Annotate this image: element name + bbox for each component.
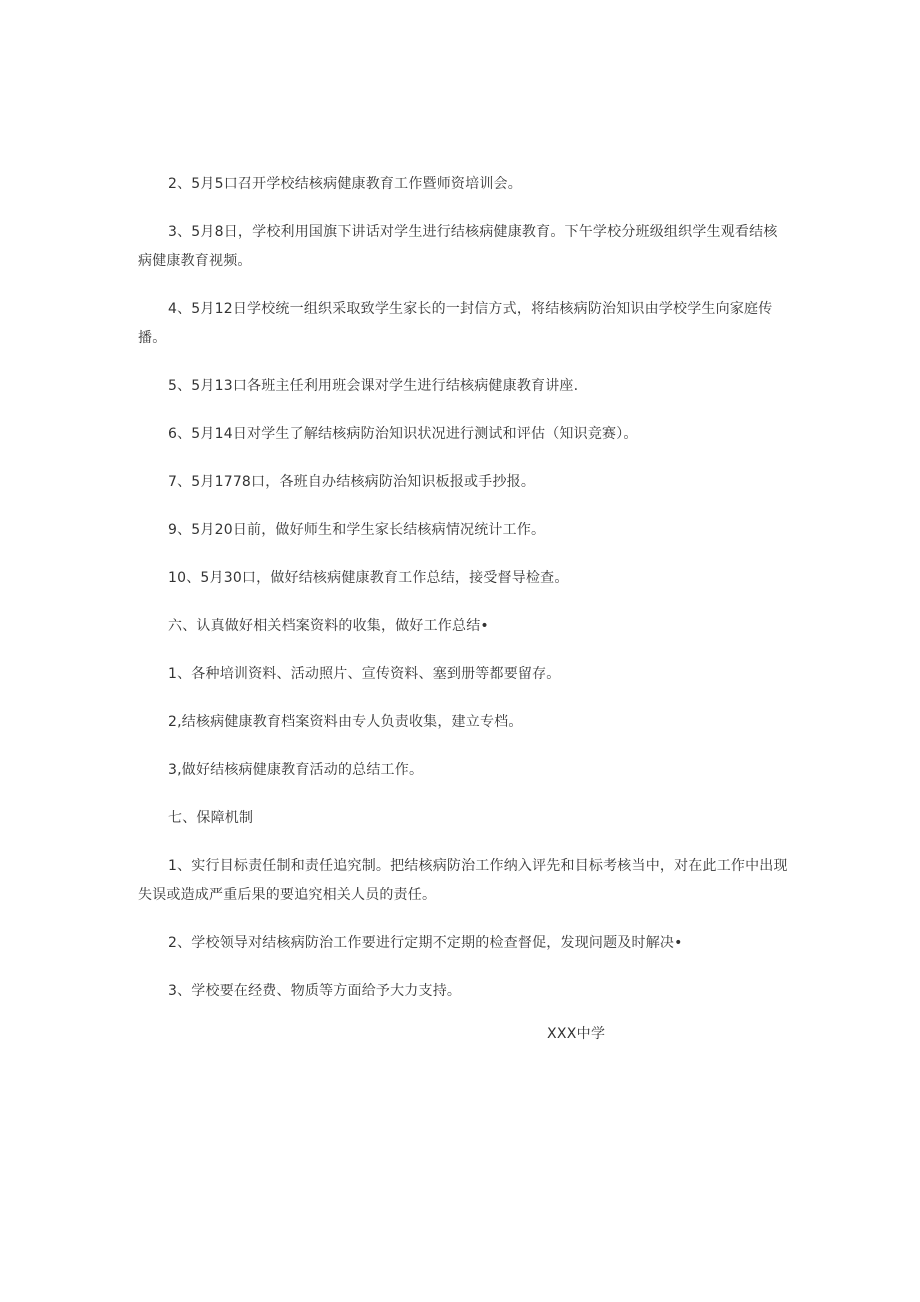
paragraph-item-6: 6、5月14日对学生了解结核病防治知识状况进行测试和评估（知识竞赛）。	[168, 426, 638, 442]
guarantee-item-3: 3、学校要在经费、物质等方面给予大力支持。	[168, 983, 462, 999]
archive-item-1: 1、各种培训资料、活动照片、宣传资料、塞到册等都要留存。	[168, 666, 561, 682]
paragraph-item-9: 9、5月20日前，做好师生和学生家长结核病情况统计工作。	[168, 522, 546, 538]
document-body	[138, 170, 788, 1025]
section-heading-six: 六、认真做好相关档案资料的收集，做好工作总结•	[168, 618, 489, 634]
paragraph-item-5: 5、5月13口各班主任利用班会课对学生进行结核病健康教育讲座.	[168, 378, 579, 394]
paragraph-item-2: 2、5月5口召开学校结核病健康教育工作暨师资培训会。	[168, 176, 522, 192]
guarantee-item-1: 1、实行目标责任制和责任追究制。把结核病防治工作纳入评先和目标考核当中，对在此工作中出现失误或造成严重后果的要追究相关人员的责任。	[138, 858, 788, 903]
archive-item-3: 3,做好结核病健康教育活动的总结工作。	[168, 762, 424, 778]
paragraph-item-4: 4、5月12日学校统一组织采取致学生家长的一封信方式，将结核病防治知识由学校学生向家庭传播。	[138, 301, 773, 346]
paragraph-item-10: 10、5月30口，做好结核病健康教育工作总结，接受督导检查。	[168, 570, 569, 586]
guarantee-item-2: 2、学校领导对结核病防治工作要进行定期不定期的检查督促，发现问题及时解决•	[168, 935, 683, 951]
signature-school-name: XXX中学	[547, 1026, 606, 1042]
paragraph-item-7: 7、5月1778口，各班自办结核病防治知识板报或手抄报。	[168, 474, 536, 490]
paragraph-item-3: 3、5月8日，学校利用国旗下讲话对学生进行结核病健康教育。下午学校分班级组织学生观看结核病健康教育视频。	[138, 224, 778, 269]
section-heading-seven: 七、保障机制	[168, 810, 254, 826]
archive-item-2: 2,结核病健康教育档案资料由专人负责收集，建立专档。	[168, 714, 523, 730]
